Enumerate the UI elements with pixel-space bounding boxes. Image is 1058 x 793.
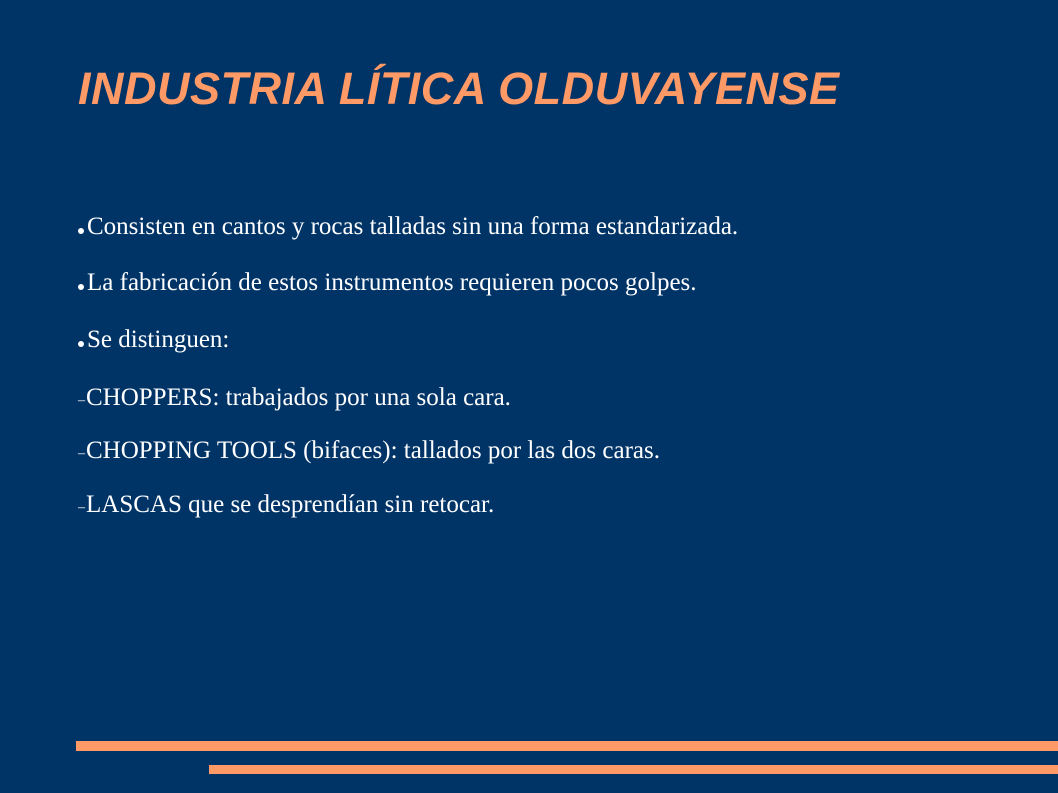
dash-icon: – — [78, 393, 85, 408]
dash-icon: – — [78, 500, 85, 515]
bullet-item — [78, 325, 229, 355]
slide-title: INDUSTRIA LÍTICA OLDUVAYENSE — [78, 63, 840, 114]
accent-bar-top — [76, 741, 1058, 751]
bullet-item — [78, 268, 697, 298]
sub-bullet-text: CHOPPING TOOLS (bifaces): tallados por las dos caras. — [86, 437, 660, 464]
accent-bar-bottom — [209, 765, 1058, 774]
bullet-text: Se distinguen: — [87, 326, 230, 353]
bullet-item — [78, 212, 738, 242]
bullet-dot-icon — [78, 228, 84, 234]
dash-icon: – — [78, 446, 85, 461]
bullet-text: Consisten en cantos y rocas talladas sin una forma estandarizada. — [87, 213, 739, 240]
sub-bullet-item — [78, 436, 660, 469]
bullet-text: La fabricación de estos instrumentos requieren pocos golpes. — [87, 269, 697, 296]
sub-bullet-item — [78, 490, 494, 523]
bullet-dot-icon — [78, 341, 84, 347]
sub-bullet-text: LASCAS que se desprendían sin retocar. — [86, 491, 495, 518]
bullet-dot-icon — [78, 284, 84, 290]
sub-bullet-text: CHOPPERS: trabajados por una sola cara. — [86, 384, 511, 411]
sub-bullet-item — [78, 383, 511, 416]
